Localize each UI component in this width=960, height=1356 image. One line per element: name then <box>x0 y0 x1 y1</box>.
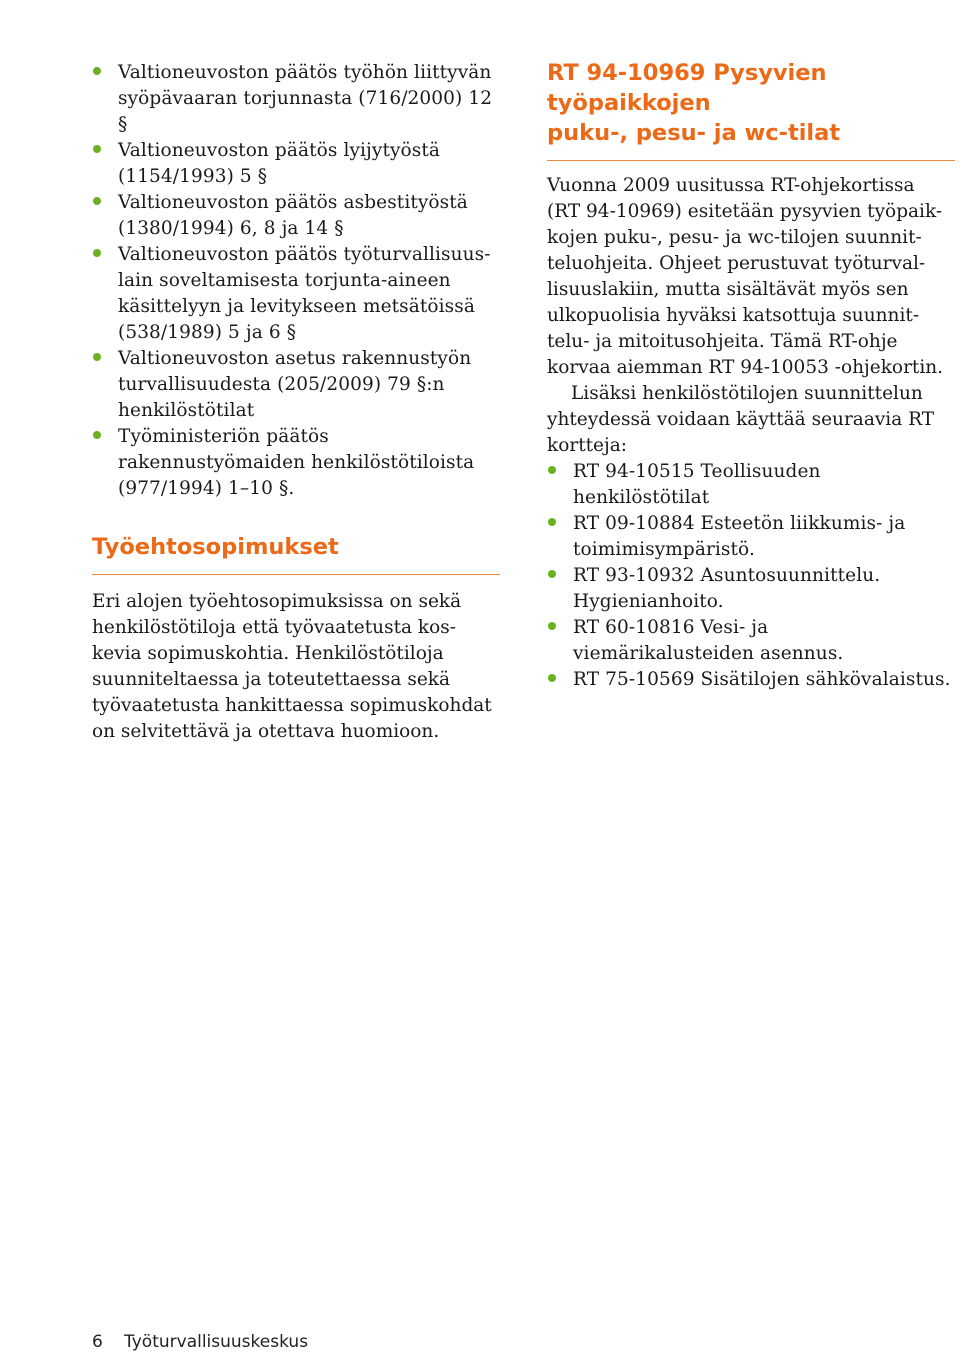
bullet-icon <box>93 353 101 361</box>
rt-card-intro-paragraph: Vuonna 2009 uusitussa RT-ohjekortissa (RT 94-10969) esitetään pysyvien työpaik- kojen puku-, pesu- ja wc-tilojen suunnit- teluohjeita. Ohjeet perustuvat työturval- lisuuslakiin, mutta sisältävät myös sen ulkopuolisia hyväksi katsottuja suunnit- telu- ja mitoitusohjeita. Tämä RT-ohje korvaa aiemman RT 94-10053 -ohjekortin. <box>547 175 944 378</box>
list-item: RT 60-10816 Vesi- ja viemärikalusteiden asennus. <box>547 615 957 667</box>
list-item: RT 94-10515 Teollisuuden henkilöstötilat <box>547 459 957 511</box>
list-item: RT 75-10569 Sisätilojen sähkövalaistus. <box>547 667 957 693</box>
bullet-icon <box>548 622 556 630</box>
bullet-icon <box>548 466 556 474</box>
right-column <box>547 60 957 693</box>
bullet-icon <box>93 145 101 153</box>
section-heading-rt-94-10969: RT 94-10969 Pysyvien työpaikkojen puku-, pesu- ja wc-tilat <box>547 60 841 146</box>
bullet-icon <box>548 518 556 526</box>
list-item: Valtioneuvoston päätös asbestityöstä (1380/1994) 6, 8 ja 14 § <box>92 190 502 242</box>
list-item: Valtioneuvoston päätös työhön liittyvän syöpävaaran torjunnasta (716/2000) 12 § <box>92 60 502 138</box>
list-item: RT 93-10932 Asuntosuunnittelu. Hygienianhoito. <box>547 563 957 615</box>
list-item: Valtioneuvoston päätös lyijytyöstä (1154/1993) 5 § <box>92 138 502 190</box>
legislation-list <box>92 60 502 502</box>
page-number: 6 <box>92 1332 103 1352</box>
publisher-name: Työturvallisuuskeskus <box>124 1332 309 1352</box>
bullet-icon <box>93 67 101 75</box>
rt-card-list <box>547 459 957 693</box>
page-footer <box>92 1332 308 1352</box>
heading-divider <box>547 160 955 161</box>
bullet-icon <box>548 570 556 578</box>
bullet-icon <box>93 197 101 205</box>
left-column <box>92 60 502 745</box>
rt-card-additional-paragraph: Lisäksi henkilöstötilojen suunnittelun yhteydessä voidaan käyttää seuraavia RT kortteja: <box>547 383 935 456</box>
collective-agreements-paragraph: Eri alojen työehtosopimuksissa on sekä henkilöstötiloja että työvaatetusta kos- kevia sopimuskohtia. Henkilöstötiloja suunniteltaessa ja toteutettaessa sekä työvaatetusta hankittaessa sopimuskohdat on selvitettävä ja otettava huomioon. <box>92 591 492 742</box>
list-item: Valtioneuvoston asetus rakennustyön turvallisuudesta (205/2009) 79 §:n henkilöstötilat <box>92 346 502 424</box>
list-item: Työministeriön päätös rakennustyömaiden henkilöstötiloista (977/1994) 1–10 §. <box>92 424 502 502</box>
list-item: Valtioneuvoston päätös työturvallisuus- lain soveltamisesta torjunta-aineen käsittelyyn ja levitykseen metsätöissä (538/1989) 5 ja 6 § <box>92 242 502 346</box>
list-item: RT 09-10884 Esteetön liikkumis- ja toimimisympäristö. <box>547 511 957 563</box>
heading-divider <box>92 574 500 575</box>
bullet-icon <box>548 674 556 682</box>
bullet-icon <box>93 431 101 439</box>
section-heading-tyoehtosopimukset: Työehtosopimukset <box>92 534 339 560</box>
bullet-icon <box>93 249 101 257</box>
